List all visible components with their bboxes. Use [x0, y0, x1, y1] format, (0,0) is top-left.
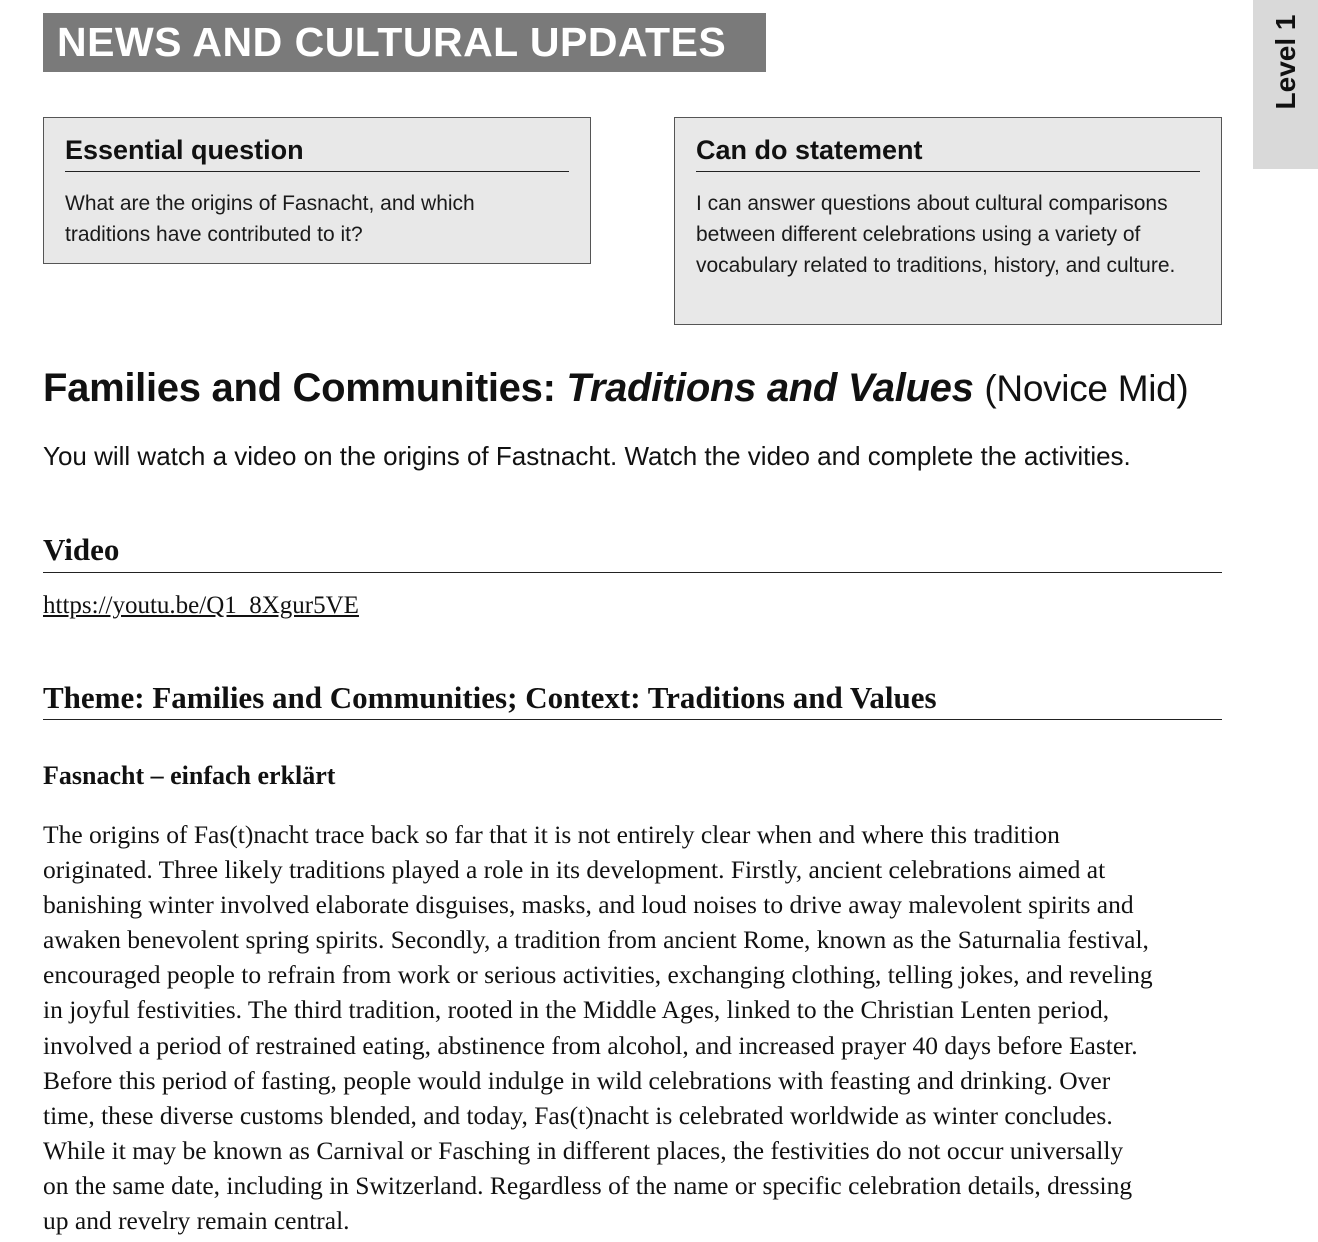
- article-line: time, these diverse customs blended, and today, Fas(t)nacht is celebrated worldwide as winter concludes.: [43, 1100, 1113, 1130]
- article-body: [43, 817, 1233, 1238]
- article-line: While it may be known as Carnival or Fasching in different places, the festivities do not occur universally: [43, 1135, 1124, 1165]
- video-heading: Video: [43, 532, 120, 567]
- theme-divider: [43, 719, 1222, 720]
- article-line: up and revelry remain central.: [43, 1206, 350, 1236]
- page-title: [43, 366, 1188, 411]
- can-do-statement-divider: [696, 171, 1200, 172]
- page-title-main: Families and Communities:: [43, 366, 567, 410]
- article-line: The origins of Fas(t)nacht trace back so far that it is not entirely clear when and where this tradition: [43, 820, 1060, 849]
- section-banner: NEWS AND CULTURAL UPDATES: [43, 13, 766, 72]
- can-do-statement-title: Can do statement: [696, 135, 923, 165]
- level-tab-label: Level 1: [1269, 14, 1301, 110]
- article-line: Before this period of fasting, people would indulge in wild celebrations with feasting and drinking. Over: [43, 1065, 1111, 1095]
- theme-heading: Theme: Families and Communities; Context: Traditions and Values: [43, 680, 937, 715]
- article-line: originated. Three likely traditions played a role in its development. Firstly, ancient celebrations aimed at: [43, 855, 1106, 885]
- essential-question-text: What are the origins of Fasnacht, and which traditions have contributed to it?: [65, 192, 475, 246]
- article-line: banishing winter involved elaborate disguises, masks, and loud noises to drive away malevolent spirits and: [43, 890, 1134, 920]
- article-line: in joyful festivities. The third tradition, rooted in the Middle Ages, linked to the Christian Lenten period,: [43, 995, 1110, 1025]
- article-line: awaken benevolent spring spirits. Secondly, a tradition from ancient Rome, known as the Saturnalia festival,: [43, 925, 1149, 955]
- essential-question-divider: [65, 171, 569, 172]
- page-title-italic: Traditions and Values: [566, 366, 974, 410]
- level-tab: [1253, 0, 1318, 169]
- video-link[interactable]: https://youtu.be/Q1_8Xgur5VE: [43, 592, 359, 619]
- article-title: Fasnacht – einfach erklärt: [43, 761, 336, 790]
- page-title-level: (Novice Mid): [984, 368, 1189, 409]
- article-line: on the same date, including in Switzerland. Regardless of the name or specific celebration details, dressing: [43, 1170, 1133, 1200]
- can-do-statement-box: [674, 117, 1222, 325]
- article-line: involved a period of restrained eating, abstinence from alcohol, and increased prayer 40 days before Easter.: [43, 1030, 1138, 1060]
- article-line: encouraged people to refrain from work or serious activities, exchanging clothing, telling jokes, and reveling: [43, 960, 1153, 990]
- essential-question-title: Essential question: [65, 135, 304, 165]
- can-do-statement-text: I can answer questions about cultural comparisons between different celebrations using a variety of vocabulary related to traditions, history, and culture.: [696, 192, 1176, 277]
- intro-text: You will watch a video on the origins of Fastnacht. Watch the video and complete the activities.: [43, 441, 1131, 471]
- video-divider: [43, 572, 1222, 573]
- essential-question-box: [43, 117, 591, 264]
